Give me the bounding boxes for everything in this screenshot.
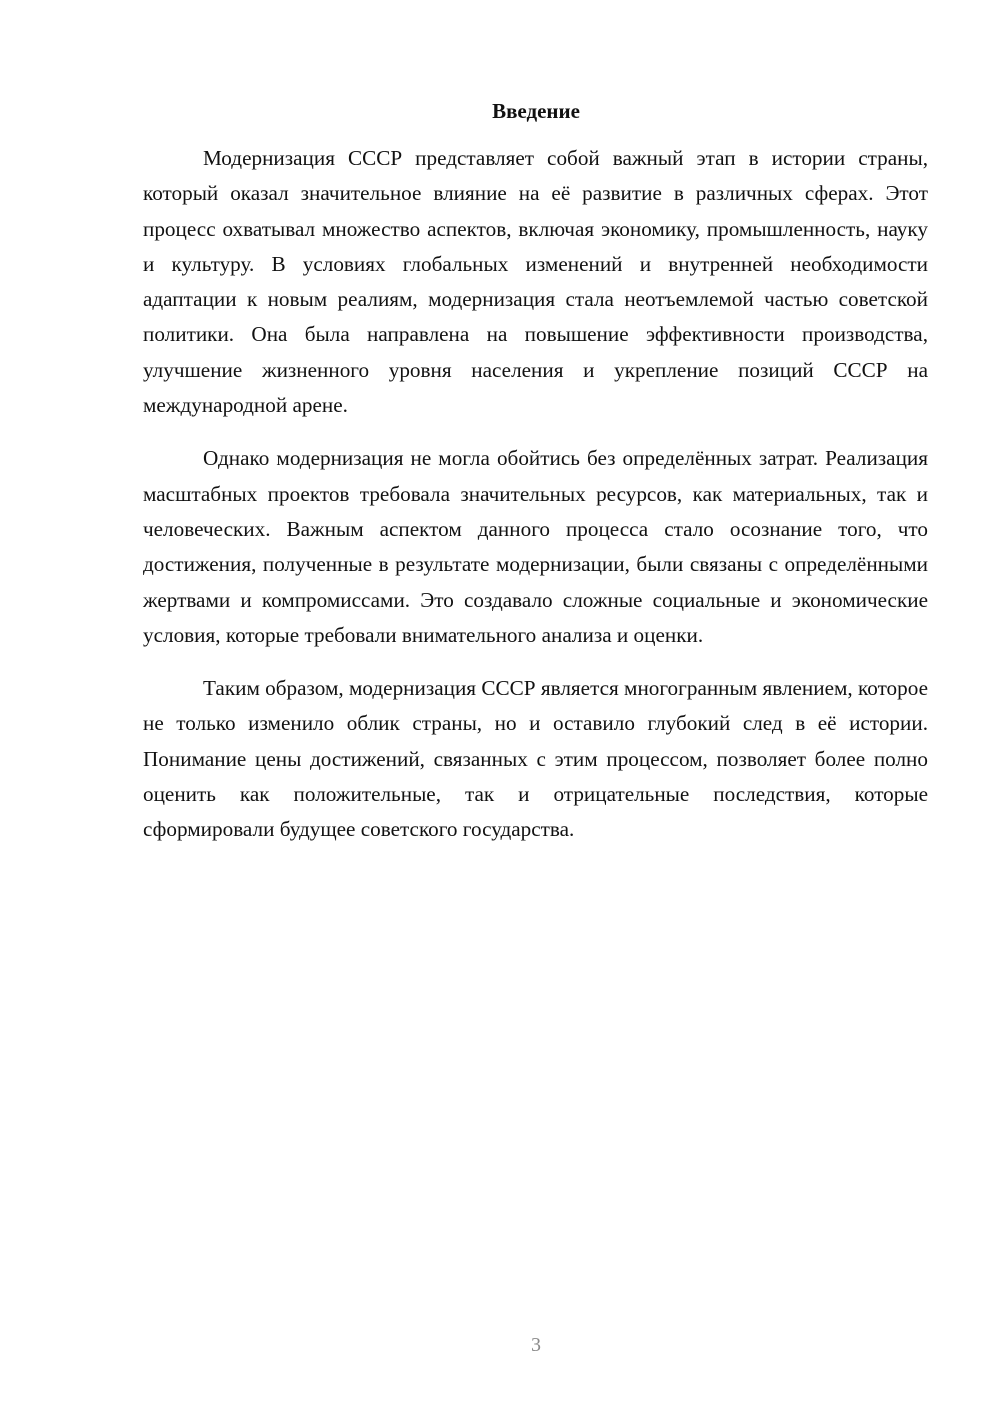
paragraph-3: Таким образом, модернизация СССР является многогранным явлением, которое не только изменило облик страны, но и оставило глубокий след в её истории. Понимание цены достижений, связанных с этим процессом, позволяет более полно оценить как положительные, так и отрицательные последствия, которые сформировали будущее советского государства. (143, 676, 928, 842)
paragraph-1: Модернизация СССР представляет собой важный этап в истории страны, который оказал значительное влияние на её развитие в различных сферах. Этот процесс охватывал множество аспектов, включая экономику, промышленность, науку и культуру. В условиях глобальных изменений и внутренней необходимости адаптации к новым реалиям, модернизация стала неотъемлемой частью советской политики. Она была направлена на повышение эффективности производства, улучшение жизненного уровня населения и укрепление позиций СССР на международной арене. (143, 146, 928, 418)
section-heading: Введение (492, 99, 580, 123)
paragraph-2: Однако модернизация не могла обойтись без определённых затрат. Реализация масштабных проектов требовала значительных ресурсов, как материальных, так и человеческих. Важным аспектом данного процесса стало осознание того, что достижения, полученные в результате модернизации, были связаны с определёнными жертвами и компромиссами. Это создавало сложные социальные и экономические условия, которые требовали внимательного анализа и оценки. (143, 446, 928, 647)
body-text (143, 141, 928, 848)
page-number: 3 (531, 1334, 541, 1356)
